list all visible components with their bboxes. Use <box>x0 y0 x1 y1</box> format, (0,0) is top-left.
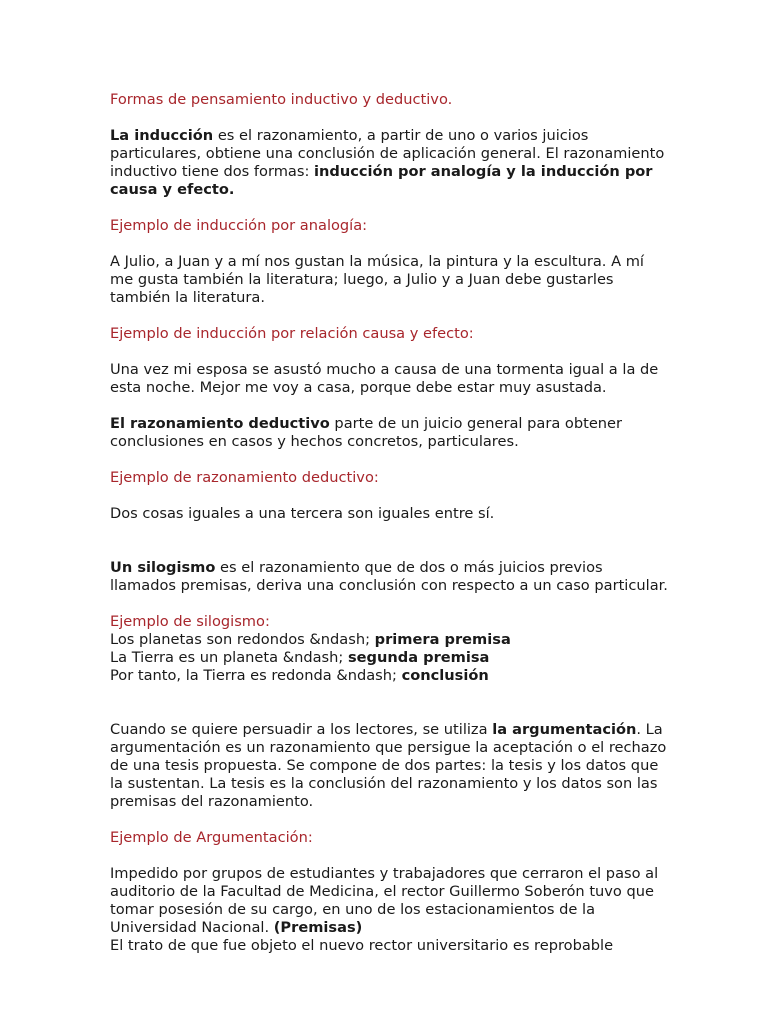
causa-example: Una vez mi esposa se asustó mucho a causa de una tormenta igual a la de esta noche. Mejor me voy a casa, porque debe estar muy asustada. <box>110 361 659 396</box>
silogismo-line-text: La Tierra es un planeta &ndash; <box>110 649 348 666</box>
silogismo-line <box>110 631 670 649</box>
silogismo-line <box>110 667 670 685</box>
induccion-text: es el razonamiento, a partir de uno o varios juicios particulares, obtiene una conclusión de aplicación general. El razonamiento inductivo tiene dos formas: <box>110 127 665 180</box>
induccion-forms: inducción por analogía y la inducción por causa y efecto. <box>110 163 653 198</box>
causa-heading: Ejemplo de inducción por relación causa y efecto: <box>110 325 474 342</box>
argumentacion-paragraph <box>110 721 670 811</box>
argumentacion-text-end: . La argumentación es un razonamiento que persigue la aceptación o el rechazo de una tesis propuesta. Se compone de dos partes: la tesis y los datos que la sustentan. La tesis es la conclusión del razonamiento y los datos son las premisas del razonamiento. <box>110 721 667 810</box>
silogismo-line-text: Por tanto, la Tierra es redonda &ndash; <box>110 667 402 684</box>
deductivo-paragraph <box>110 415 670 451</box>
induccion-paragraph <box>110 127 670 199</box>
silogismo-text: es el razonamiento que de dos o más juicios previos llamados premisas, deriva una conclusión con respecto a un caso particular. <box>110 559 668 594</box>
induccion-term: La inducción <box>110 127 214 144</box>
argumentacion-text-start: Cuando se quiere persuadir a los lectores, se utiliza <box>110 721 493 738</box>
argumentacion-example-continued: El trato de que fue objeto el nuevo rector universitario es reprobable <box>110 937 614 954</box>
document-title: Formas de pensamiento inductivo y deductivo. <box>110 91 453 108</box>
deductivo-example: Dos cosas iguales a una tercera son iguales entre sí. <box>110 505 495 522</box>
silogismo-term: Un silogismo <box>110 559 216 576</box>
analogia-example: A Julio, a Juan y a mí nos gustan la música, la pintura y la escultura. A mí me gusta también la literatura; luego, a Julio y a Juan debe gustarles también la literatura. <box>110 253 644 306</box>
silogismo-line-label: segunda premisa <box>347 649 490 666</box>
silogismo-paragraph <box>110 559 670 595</box>
silogismo-heading: Ejemplo de silogismo: <box>110 613 270 630</box>
argumentacion-term: la argumentación <box>492 721 637 738</box>
premisas-label: (Premisas) <box>273 919 363 936</box>
silogismo-line-text: Los planetas son redondos &ndash; <box>110 631 375 648</box>
argumentacion-example <box>110 865 670 937</box>
deductivo-text: parte de un juicio general para obtener conclusiones en casos y hechos concretos, particulares. <box>110 415 623 450</box>
argumentacion-heading: Ejemplo de Argumentación: <box>110 829 313 846</box>
deductivo-heading: Ejemplo de razonamiento deductivo: <box>110 469 379 486</box>
argumentacion-example-text: Impedido por grupos de estudiantes y trabajadores que cerraron el paso al auditorio de la Facultad de Medicina, el rector Guillermo Soberón tuvo que tomar posesión de su cargo, en uno de los estacionamientos de la Universidad Nacional. <box>110 865 659 936</box>
deductivo-term: El razonamiento deductivo <box>110 415 330 432</box>
document-body <box>110 91 670 955</box>
silogismo-line-label: conclusión <box>401 667 489 684</box>
silogismo-line-label: primera premisa <box>374 631 511 648</box>
silogismo-line <box>110 649 670 667</box>
analogia-heading: Ejemplo de inducción por analogía: <box>110 217 368 234</box>
